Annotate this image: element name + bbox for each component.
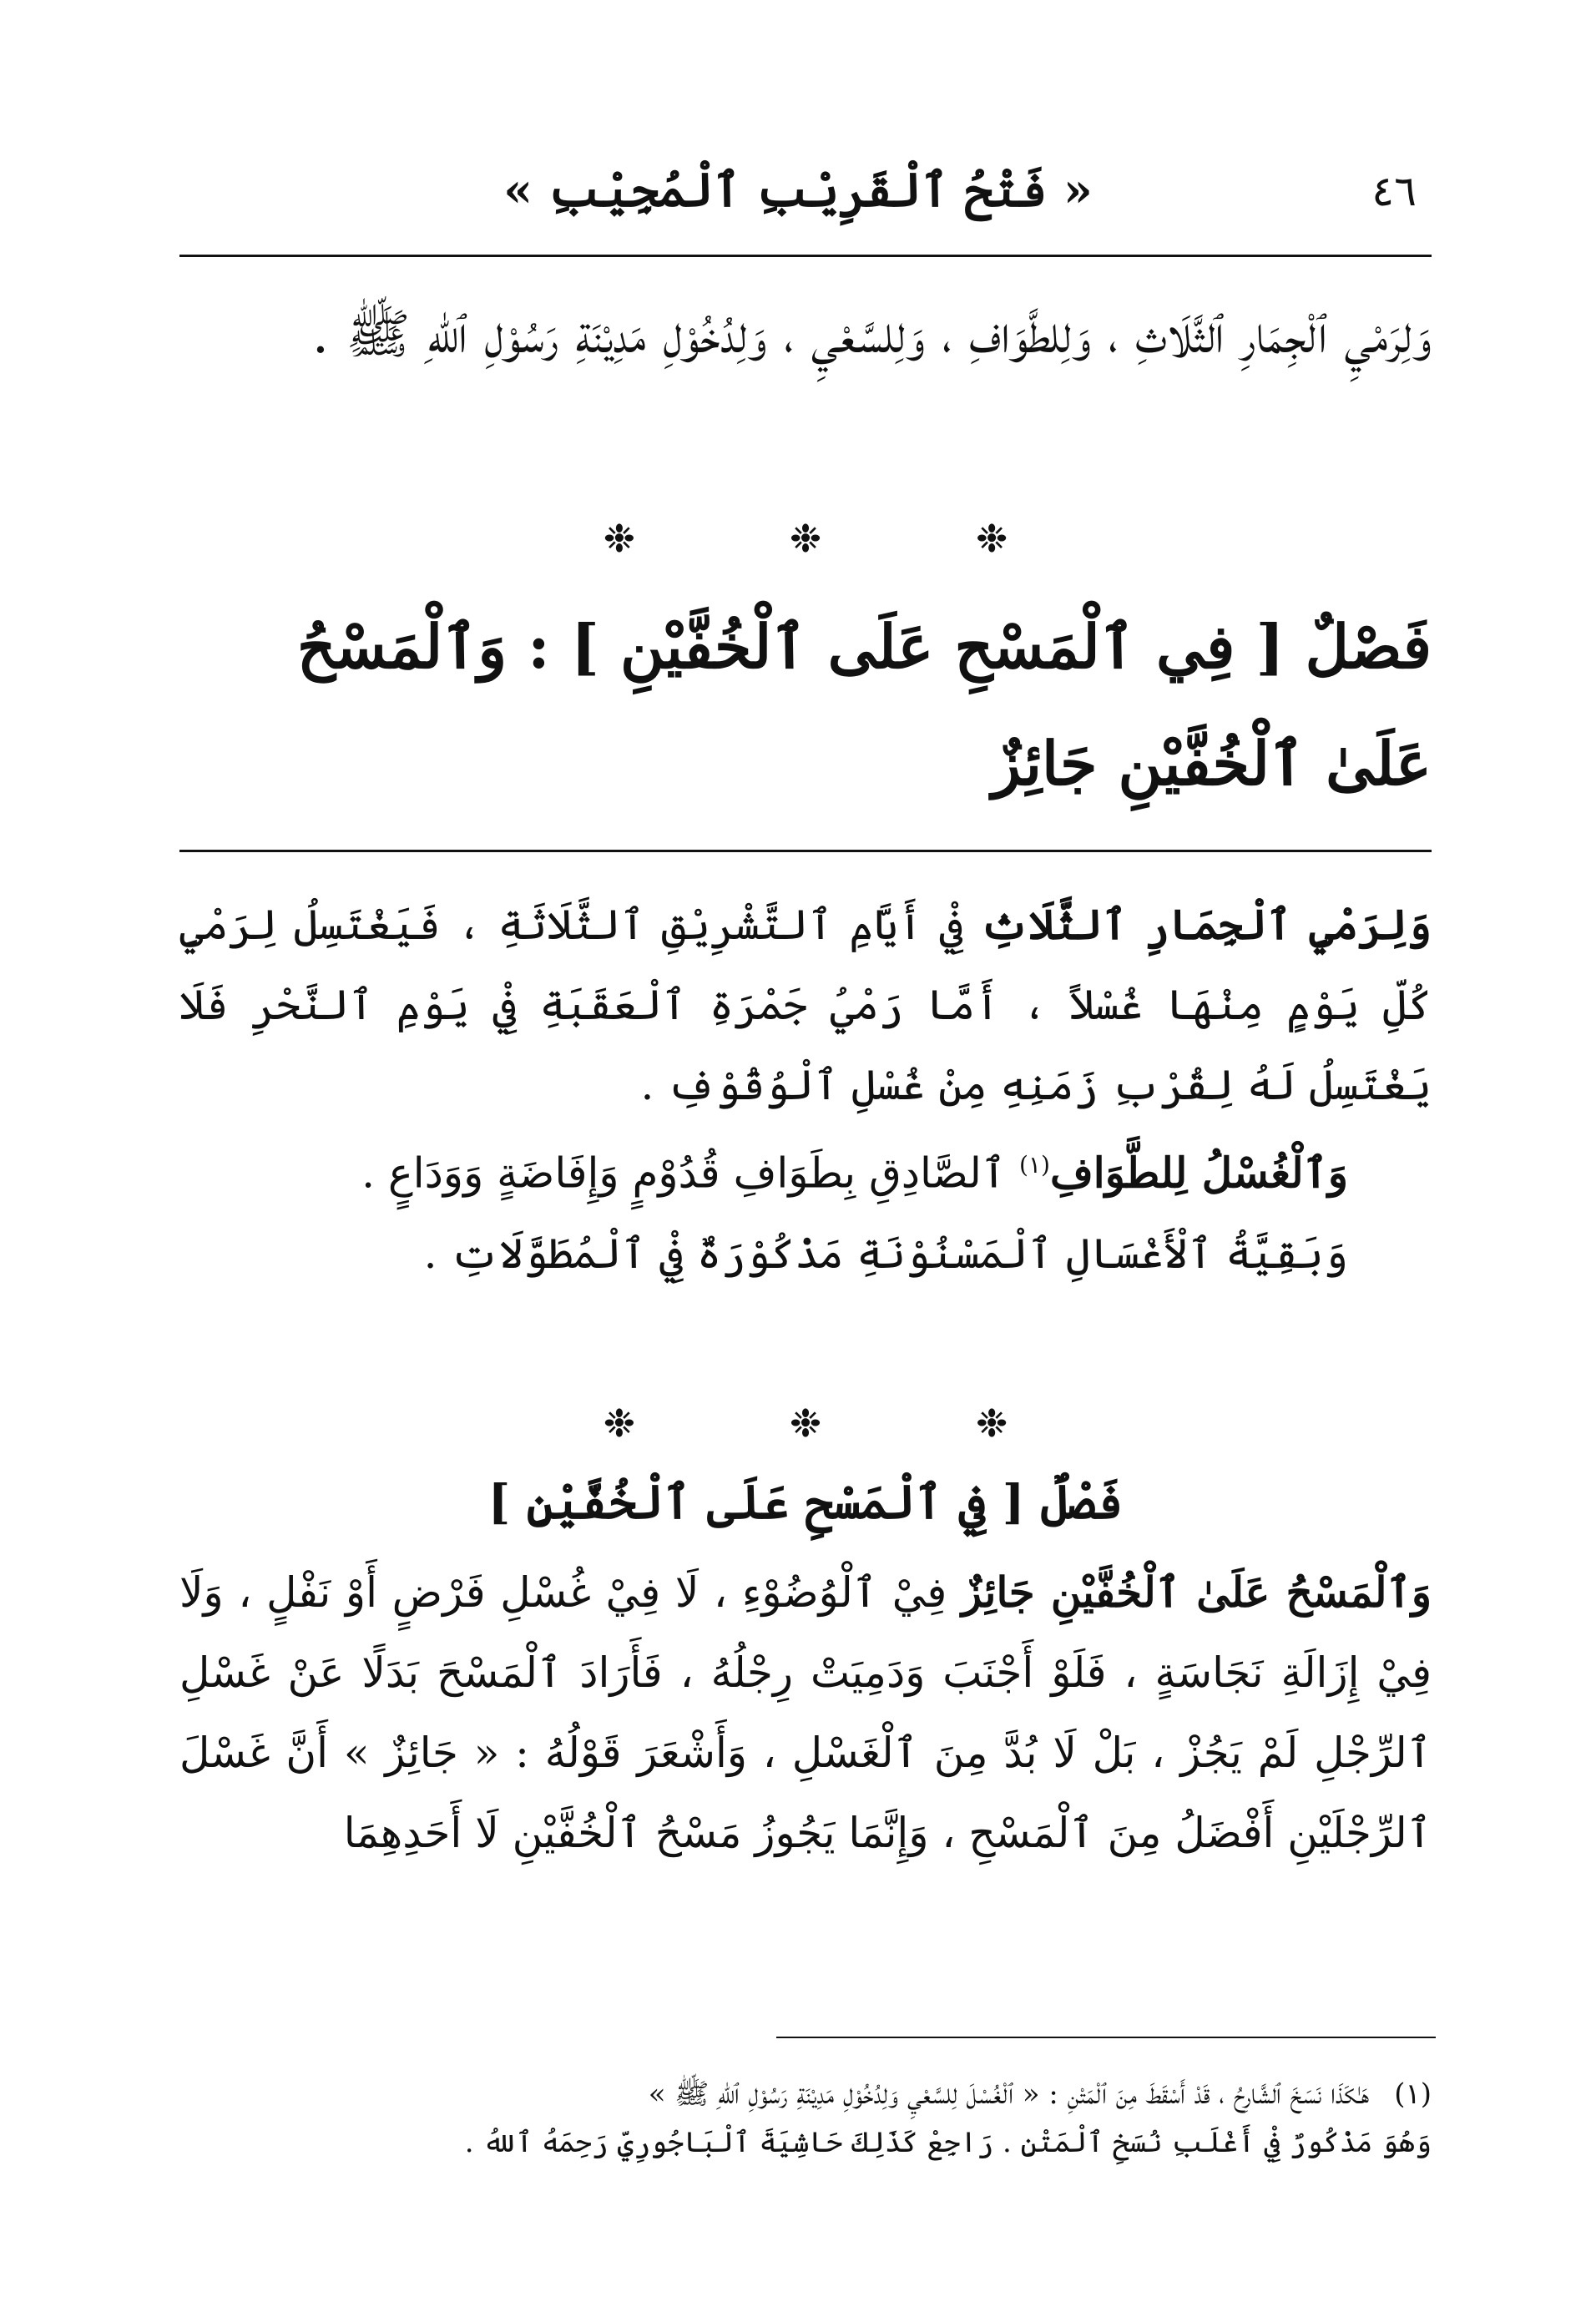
sharh-body: فِيْ أَيَّامِ ٱلتَّشْرِيْقِ ٱلثَّلَاثَةِ ، فَيَغْتَسِلُ لِرَمْيِ كُلِّ يَوْمٍ مِنْهَا غُسْلاً ، أَمَّا رَمْيُ جَمْرَةِ ٱلْعَقَبَةِ فِيْ يَوْمِ ٱلنَّحْرِ فَلَا يَغْتَسِلُ لَهُ لِقُرْبِ زَمَنِهِ مِنْ غُسْلِ ٱلْوُقُوْفِ . bbox=[179, 901, 1432, 1109]
matn-line: وَلِرَمْيِ ٱلْجِمَارِ ٱلثَّلَاثِ ، وَلِلطَّوَافِ ، وَلِلسَّعْيِ ، وَلِدُخُوْلِ مَدِيْنَةِ رَسُوْلِ ٱللهِ ﷺ . bbox=[311, 304, 1432, 366]
footnote-number: (١) bbox=[1394, 2077, 1432, 2111]
separator-stars: ❉ ❉ ❉ bbox=[603, 1401, 1008, 1446]
page-number: ٤٦ bbox=[1371, 167, 1417, 215]
matn-sharh-rule bbox=[179, 850, 1432, 852]
running-title: « فَتْحُ ٱلْقَرِيْبِ ٱلْمُجِيْبِ » bbox=[503, 163, 1093, 218]
sharh-text bbox=[179, 885, 1432, 1294]
sharh-paragraph bbox=[179, 1125, 1432, 1214]
fasl-matn-heading: فَصْلٌ [ فِي ٱلْمَسْحِ عَلَى ٱلْخُفَّيْنِ ] : وَٱلْمَسْحُ عَلَىٰ ٱلْخُفَّيْنِ جَائِزٌ bbox=[296, 611, 1432, 799]
matn-quote: وَٱلْغُسْلُ لِلطَّوَافِ bbox=[1049, 1148, 1348, 1198]
sharh-body: فِيْ ٱلْوُضُوْءِ ، لَا فِيْ غُسْلِ فَرْضٍ أَوْ نَفْلٍ ، وَلَا فِيْ إِزَالَةِ نَجَاسَةٍ ، فَلَوْ أَجْنَبَ وَدَمِيَتْ رِجْلُهُ ، فَأَرَادَ ٱلْمَسْحَ بَدَلًا عَنْ غَسْلِ ٱلرِّجْلِ لَمْ يَجُزْ ، بَلْ لَا بُدَّ مِنَ ٱلْغَسْلِ ، وَأَشْعَرَ قَوْلُهُ : « جَائِزٌ » أَنَّ غَسْلَ ٱلرِّجْلَيْنِ أَفْضَلُ مِنَ ٱلْمَسْحِ ، وَإِنَّمَا يَجُوزُ مَسْحُ ٱلْخُفَّيْنِ لَا أَحَدِهِمَا bbox=[179, 1568, 1432, 1857]
sharh-paragraph bbox=[179, 1552, 1432, 1873]
footnote bbox=[179, 2070, 1432, 2167]
footnote-marker[interactable]: (١) bbox=[1019, 1151, 1050, 1179]
sharh-text-2 bbox=[179, 1552, 1432, 1873]
sharh-paragraph: وَبَقِيَّةُ ٱلْأَغْسَالِ ٱلْمَسْنُوْنَةِ مَذْكُوْرَةٌ فِيْ ٱلْمُطَوَّلَاتِ . bbox=[423, 1229, 1348, 1278]
header-rule bbox=[179, 255, 1432, 257]
page-header bbox=[179, 159, 1417, 225]
matn-quote: وَلِرَمْيِ ٱلْجِمَارِ ٱلثَّلَاثِ bbox=[980, 900, 1432, 949]
matn-text bbox=[179, 280, 1432, 390]
footnote-line: وَهُوَ مَذْكُورٌ فِيْ أَغْلَبِ نُسَخِ ٱلْمَتْنِ . رَاجِعْ كَذَلِكَ حَاشِيَةَ ٱلْبَاجُورِيِّ رَحِمَهُ ٱللهُ . bbox=[464, 2126, 1432, 2159]
fasl-heading: فَصْلٌ [ فِي ٱلْمَسْحِ عَلَى ٱلْخُفَّيْنِ ] bbox=[487, 1475, 1124, 1530]
separator-stars: ❉ ❉ ❉ bbox=[603, 516, 1008, 561]
footnote-rule bbox=[776, 2037, 1436, 2038]
footnote-text: هَـٰكَذَا نَسَخَ ٱلشَّارِحُ ، قَدْ أَسْقَطَ مِنَ ٱلْمَتْنِ : « ٱلْغُسْلَ لِلسَّعْيِ وَلِدُخُوْلِ مَدِيْنَةِ رَسُوْلِ ٱللهِ ﷺ » bbox=[648, 2077, 1370, 2111]
sharh-body: ٱلصَّادِقِ بِطَوَافِ قُدُوْمٍ وَإِفَاضَةٍ وَوَدَاعٍ . bbox=[361, 1148, 1020, 1198]
sharh-paragraph bbox=[179, 885, 1432, 1125]
matn-quote: وَٱلْمَسْحُ عَلَىٰ ٱلْخُفَّيْنِ جَائِزٌ bbox=[961, 1567, 1432, 1617]
footnote-line bbox=[179, 2070, 1432, 2118]
